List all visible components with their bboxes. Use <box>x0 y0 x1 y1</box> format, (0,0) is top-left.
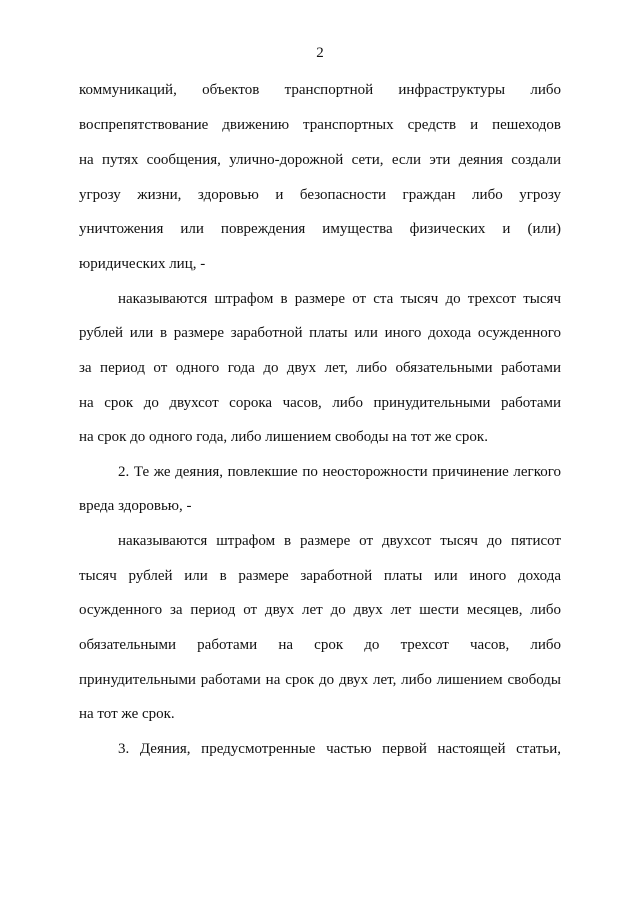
text-line: на срок до двухсот сорока часов, либо принудительными работами <box>79 395 561 411</box>
text-line: юридических лиц, - <box>79 256 206 272</box>
text-line: 3. Деяния, предусмотренные частью первой настоящей статьи, <box>118 741 561 757</box>
text-line: на тот же срок. <box>79 706 175 722</box>
text-line: осужденного за период от двух лет до двух лет шести месяцев, либо <box>79 602 561 618</box>
page-number: 2 <box>316 45 324 61</box>
text-line: наказываются штрафом в размере от ста тысяч до трехсот тысяч <box>118 291 561 307</box>
text-line: обязательными работами на срок до трехсот часов, либо <box>79 637 561 653</box>
text-line: коммуникаций, объектов транспортной инфраструктуры либо <box>79 82 561 98</box>
text-line: на срок до одного года, либо лишением свободы на тот же срок. <box>79 429 488 445</box>
text-line: рублей или в размере заработной платы или иного дохода осужденного <box>79 325 561 341</box>
text-line: воспрепятствование движению транспортных средств и пешеходов <box>79 117 561 133</box>
text-line: наказываются штрафом в размере от двухсот тысяч до пятисот <box>118 533 561 549</box>
text-line: тысяч рублей или в размере заработной платы или иного дохода <box>79 568 561 584</box>
text-line: принудительными работами на срок до двух лет, либо лишением свободы <box>79 672 561 688</box>
text-line: уничтожения или повреждения имущества физических и (или) <box>79 221 561 237</box>
text-line: вреда здоровью, - <box>79 498 192 514</box>
text-line: угрозу жизни, здоровью и безопасности граждан либо угрозу <box>79 187 561 203</box>
text-line: 2. Те же деяния, повлекшие по неосторожности причинение легкого <box>118 464 561 480</box>
text-line: за период от одного года до двух лет, либо обязательными работами <box>79 360 561 376</box>
text-line: на путях сообщения, улично-дорожной сети, если эти деяния создали <box>79 152 561 168</box>
